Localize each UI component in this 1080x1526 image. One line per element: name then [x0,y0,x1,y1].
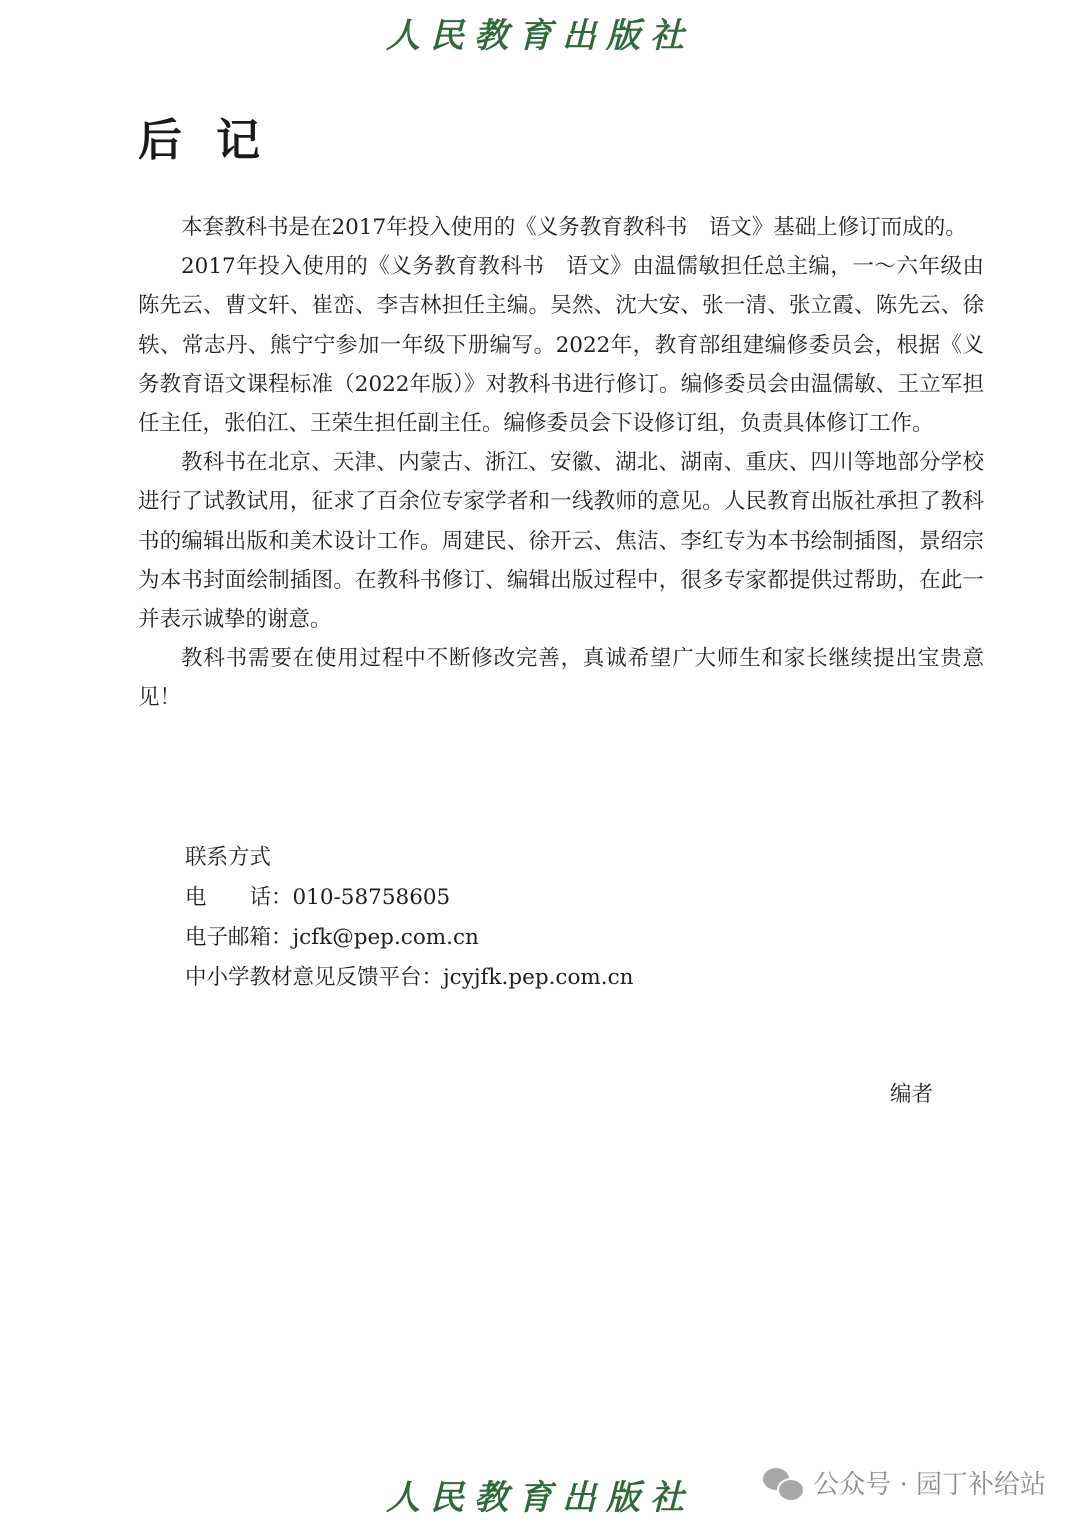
contact-feedback-platform: 中小学教材意见反馈平台：jcyjfk.pep.com.cn [185,965,634,990]
wechat-watermark [763,1464,1046,1501]
wechat-icon [763,1466,805,1500]
publisher-logo-top: 人民教育出版社 [386,16,694,56]
paragraph-2: 2017年投入使用的《义务教育教科书 语文》由温儒敏担任总主编，一～六年级由陈先云、曹文轩、崔峦、李吉林担任主编。吴然、沈大安、张一清、张立霞、陈先云、徐轶、常志丹、熊宁宁参加一年级下册编写。2022年，教育部组建编修委员会，根据《义务教育语文课程标准（2022年版）》对教科书进行修订。编修委员会由温儒敏、王立军担任主任，张伯江、王荣生担任副主任。编修委员会下设修订组，负责具体修订工作。 [138,254,984,437]
contact-info [185,838,634,998]
afterword-body [138,208,984,718]
paragraph-4: 教科书需要在使用过程中不断修改完善，真诚希望广大师生和家长继续提出宝贵意见！ [138,646,984,711]
contact-phone: 电 话：010-58758605 [185,885,451,910]
contact-heading: 联系方式 [185,845,272,870]
paragraph-3: 教科书在北京、天津、内蒙古、浙江、安徽、湖北、湖南、重庆、四川等地部分学校进行了试教试用，征求了百余位专家学者和一线教师的意见。人民教育出版社承担了教科书的编辑出版和美术设计工作。周建民、徐开云、焦洁、李红专为本书绘制插图，景绍宗为本书封面绘制插图。在教科书修订、编辑出版过程中，很多专家都提供过帮助，在此一并表示诚挚的谢意。 [138,450,984,633]
publisher-logo-bottom: 人民教育出版社 [386,1478,694,1518]
page-title: 后记 [138,115,294,166]
contact-email: 电子邮箱：jcfk@pep.com.cn [185,925,479,950]
paragraph-1: 本套教科书是在2017年投入使用的《义务教育教科书 语文》基础上修订而成的。 [181,215,967,240]
signature: 编者 [890,1082,934,1107]
watermark-text: 公众号 · 园丁补给站 [813,1470,1046,1500]
